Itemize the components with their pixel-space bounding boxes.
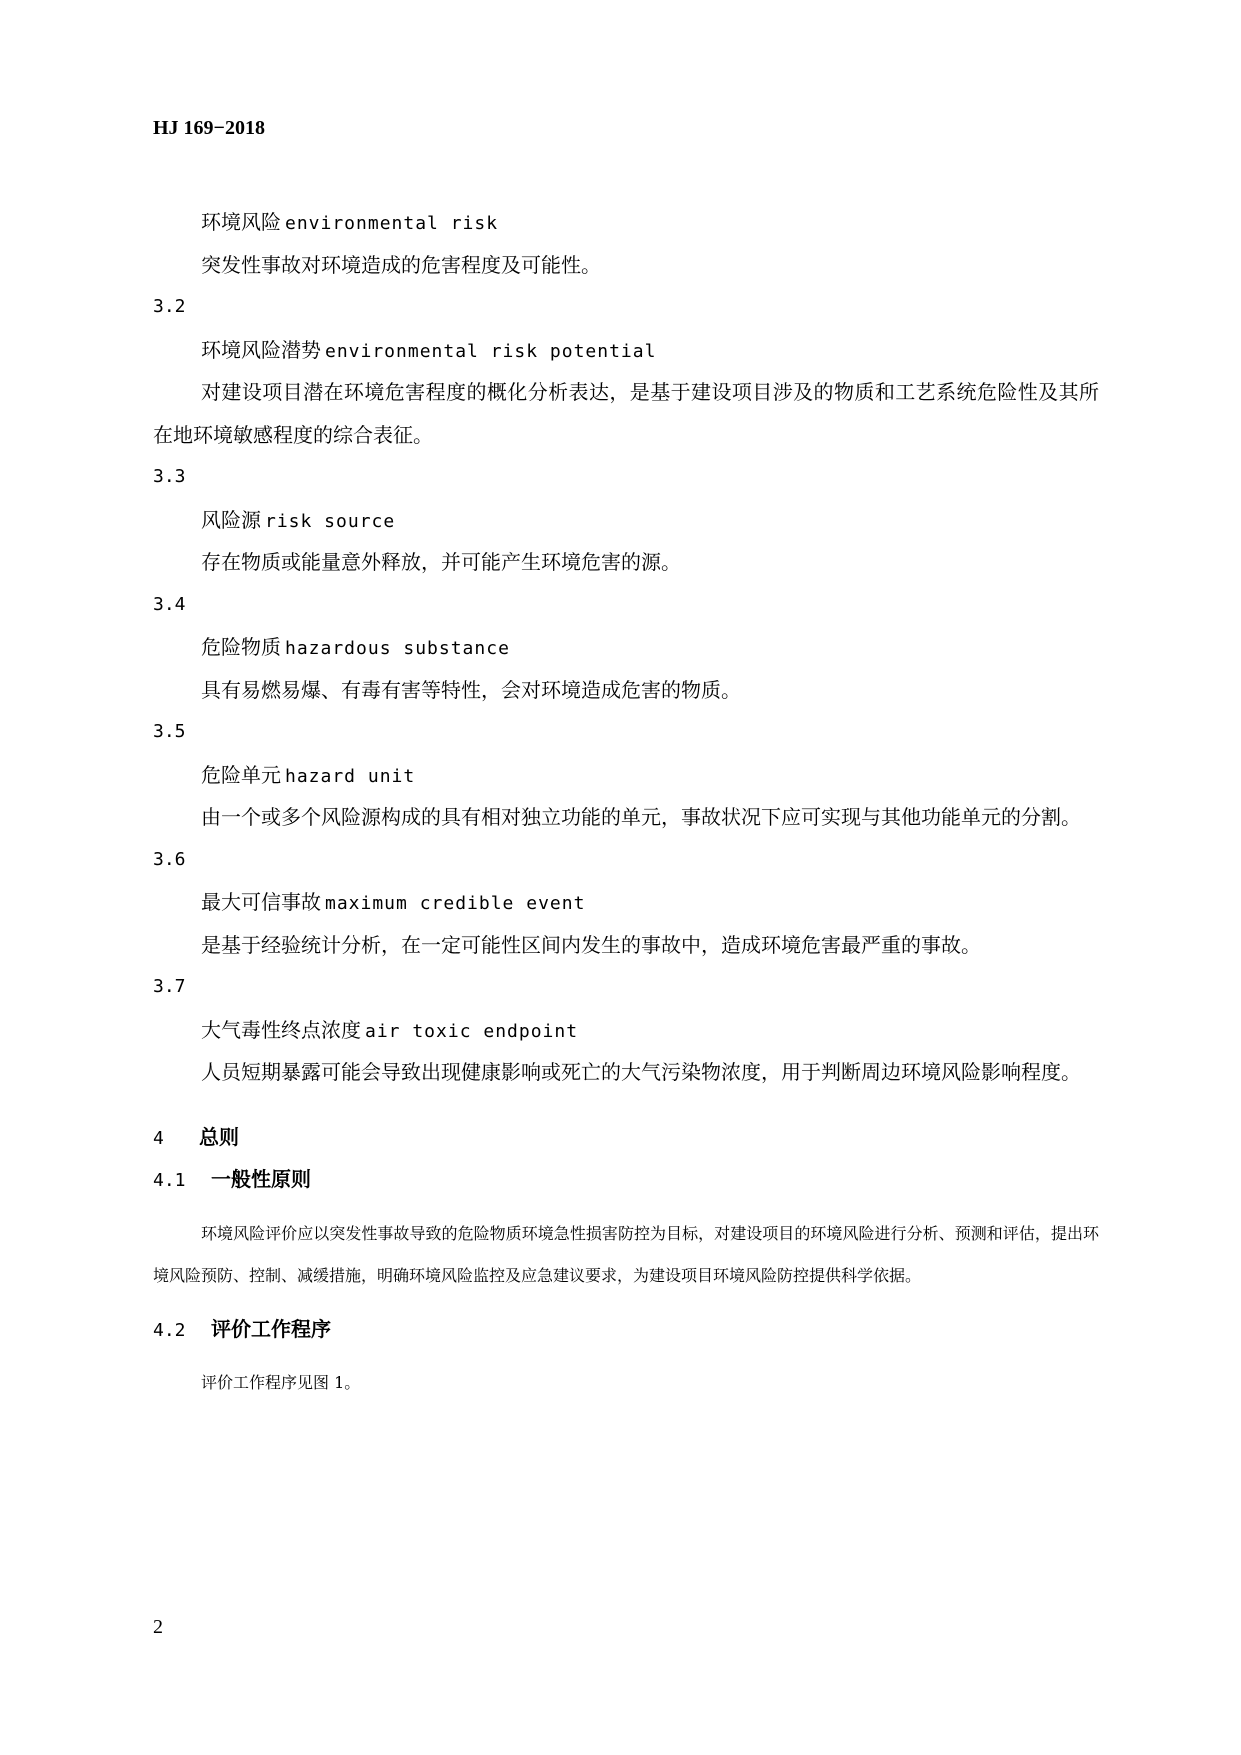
term-definition: 存在物质或能量意外释放，并可能产生环境危害的源。 (201, 550, 681, 574)
term-name-zh: 危险物质 (201, 635, 281, 659)
term-number: 3.6 (153, 848, 186, 870)
subsection-heading (153, 1308, 1099, 1351)
term-definition: 具有易燃易爆、有毒有害等特性，会对环境造成危害的物质。 (201, 677, 741, 702)
term-definition: 突发性事故对环境造成的危害程度及可能性。 (201, 252, 601, 277)
term-name-en: environmental risk potential (325, 340, 657, 362)
term-number: 3.3 (153, 466, 186, 487)
paragraph: 环境风险评价应以突发性事故导致的危险物质环境急性损害防控为目标，对建设项目的环境风险进行分析、预测和评估，提出环境风险预防、控制、减缓措施，明确环境风险监控及应急建议要求，为建设项目环境风险防控提供科学依据。 (153, 1223, 1099, 1285)
subsection-heading (153, 1158, 1099, 1201)
term-title (153, 499, 1099, 542)
term-number: 3.7 (153, 976, 186, 997)
term-name-en: maximum credible event (325, 893, 586, 914)
subsection-title: 一般性原则 (211, 1167, 311, 1191)
term-definition: 对建设项目潜在环境危害程度的概化分析表达，是基于建设项目涉及的物质和工艺系统危险性及其所在地环境敏感程度的综合表征。 (153, 380, 1099, 447)
term-name-zh: 环境风险 (201, 210, 281, 234)
term-name-en: hazard unit (285, 765, 416, 787)
page-number: 2 (153, 1616, 163, 1638)
term-title (153, 1009, 1099, 1052)
section-number: 4 (153, 1127, 164, 1149)
term-name-en: risk source (265, 510, 396, 532)
subsection-number: 4.2 (153, 1319, 186, 1341)
term-name-zh: 风险源 (201, 507, 261, 532)
term-title (153, 754, 1099, 797)
term-title (153, 329, 1099, 372)
term-name-zh: 危险单元 (201, 762, 281, 787)
section-title: 总则 (199, 1124, 239, 1149)
term-name-en: environmental risk (285, 213, 499, 234)
term-title (153, 881, 1099, 924)
term-definition: 由一个或多个风险源构成的具有相对独立功能的单元，事故状况下应可实现与其他功能单元的分割。 (201, 805, 1081, 829)
section-heading (153, 1116, 1099, 1159)
term-name-zh: 环境风险潜势 (201, 337, 321, 362)
term-name-zh: 大气毒性终点浓度 (201, 1017, 361, 1042)
paragraph: 评价工作程序见图 1。 (201, 1373, 361, 1392)
page-content (153, 201, 1099, 1415)
standard-code: HJ 169−2018 (153, 117, 265, 139)
term-title (153, 626, 1099, 669)
term-number: 3.4 (153, 593, 186, 615)
term-number: 3.5 (153, 721, 186, 742)
term-number: 3.2 (153, 296, 186, 317)
term-name-en: air toxic endpoint (365, 1020, 579, 1042)
term-definition: 是基于经验统计分析，在一定可能性区间内发生的事故中，造成环境危害最严重的事故。 (201, 932, 981, 957)
term-title (153, 201, 1099, 244)
term-name-en: hazardous substance (285, 638, 510, 659)
subsection-number: 4.1 (153, 1170, 186, 1191)
term-definition: 人员短期暴露可能会导致出现健康影响或死亡的大气污染物浓度，用于判断周边环境风险影响程度。 (201, 1060, 1081, 1084)
subsection-title: 评价工作程序 (211, 1316, 331, 1341)
term-name-zh: 最大可信事故 (201, 890, 321, 914)
